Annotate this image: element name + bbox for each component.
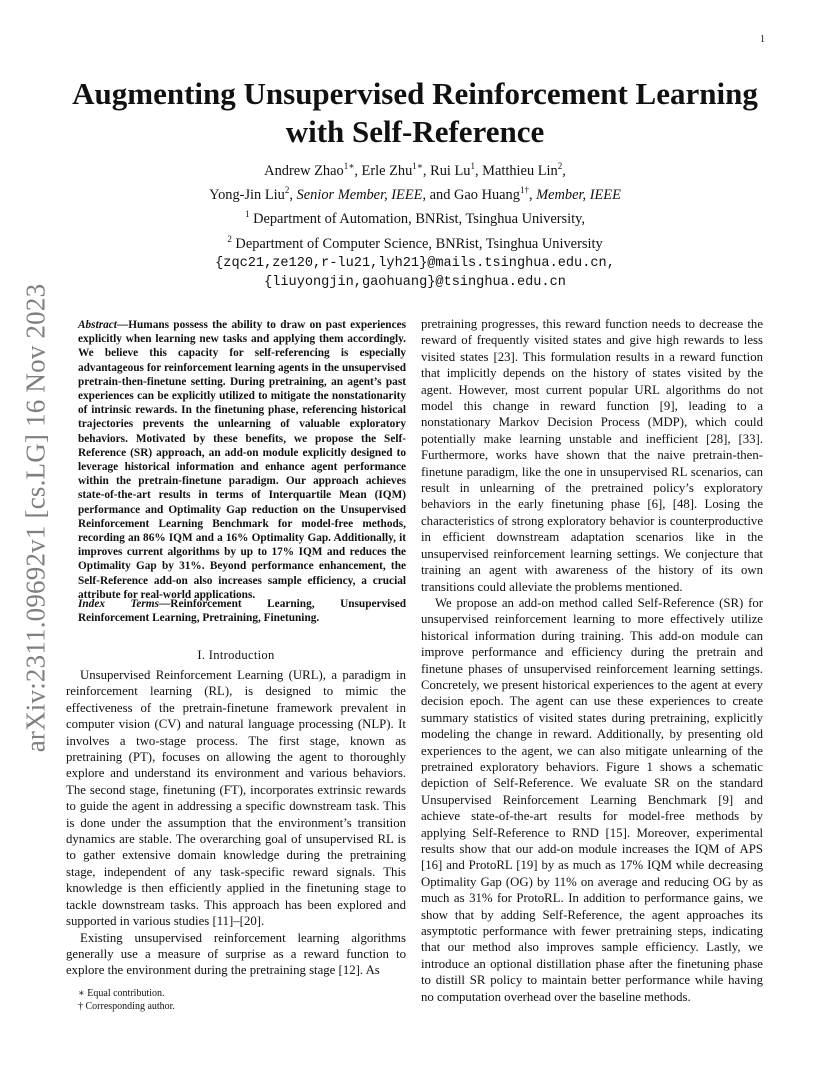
paper-title [50,75,780,151]
abstract-text: —Humans possess the ability to draw on past experiences explicitly when learning new tasks and applying them accordingly. We believe this capacity for self-referencing is especially advantageous for reinforcement learning agents in the unsupervised pretrain-then-finetune setting. During pretraining, an agent’s past experiences can be explicitly utilized to mitigate the nonstationarity of intrinsic rewards. In the finetuning phase, referencing historical trajectories prevents the unlearning of valuable exploratory behaviors. Motivated by these benefits, we propose the Self-Reference (SR) approach, an add-on module explicitly designed to leverage historical information and enhance agent performance within the pretrain-finetune paradigm. Our approach achieves state-of-the-art results in terms of Interquartile Mean (IQM) performance and Optimality Gap reduction on the Unsupervised Reinforcement Learning Benchmark for model-free methods, recording an 86% IQM and a 16% Optimality Gap. Additionally, it improves current algorithms by up to 17% IQM and reduces the Optimality Gap by 31%. Beyond performance enhancement, the Self-Reference add-on also increases sample efficiency, a crucial attribute for real-world applications. [78,319,406,601]
footnotes [78,987,406,1013]
author-role: Member, IEEE [536,187,621,203]
affiliation-mark: 1 [244,209,250,220]
affiliation-mark: 2 [557,161,563,171]
title-line-2: with Self-Reference [285,114,545,149]
author-block [120,157,710,293]
author-role: Senior Member, IEEE [296,187,423,203]
footnote: † Corresponding author. [78,1001,175,1013]
introduction-body [66,667,406,979]
paragraph: Unsupervised Reinforcement Learning (URL), a paradigm in reinforcement learning (RL), is designed to mimic the effectiveness of the pretrain-finetune framework prevalent in computer vision (CV) and natural language processing (NLP). It involves a two-stage process. The first stage, known as pretraining (PT), focuses on allowing the agent to thoroughly explore and understand its environment and various behaviors. The second stage, finetuning (FT), incorporates extrinsic rewards to guide the agent in addressing a specific downstream task. This is done under the assumption that the environment’s transition dynamics are stable. The overarching goal of unsupervised RL is to gather extensive domain knowledge during the pretraining stage, independent of any task-specific reward signals. This knowledge is then efficiently applied in the finetuning stage to tackle downstream tasks. This approach has been explored and supported in various studies [11]–[20]. [66,668,406,929]
index-terms [78,597,406,625]
abstract-label: Abstract [78,319,117,331]
abstract [78,318,406,602]
email-line-2: {liuyongjin,gaohuang}@tsinghua.edu.cn [264,275,566,291]
author-line-2: Yong-Jin Liu$^2$, Senior Member, IEEE, and Gao Huang$^{1\dagger}$, Member, IEEE [209,185,621,203]
affiliation-2 [120,230,710,254]
affiliation-mark: 1† [519,185,529,196]
author-name: , Erle Zhu [354,162,413,179]
author-name: , Rui Lu [422,162,471,179]
index-terms-label: Index Terms [78,598,159,610]
affiliation-mark: 1∗ [412,161,423,171]
paragraph: pretraining progresses, this reward function needs to decrease the reward of frequently visited states and give high rewards to less visited states [23]. This formulation results in a reward function that implicitly depends on the history of states visited by the agent. However, most current popular URL algorithms do not model this change in reward function [9], leading to a nonstationary Markov Decision Process (MDP), which could potentially make learning unstable and inefficient [28], [33]. Furthermore, works have shown that the naive pretrain-then-finetune paradigm, like the one in unsupervised RL scenarios, can result in unlearning of the pretrained policy’s exploratory behaviors in the early finetuning phase [6], [48]. Losing the characteristics of strong exploratory behavior is counterproductive in efficient downstream adaptation scenarios like in the unsupervised reinforcement learning settings. We conjecture that training an agent with awareness of the history of its own transitions could alleviate the problems mentioned. [421,317,763,594]
author-name: , and Gao Huang [422,187,520,203]
email-line-1: {zqc21,ze120,r-lu21,lyh21}@mails.tsinghua.edu.cn, [215,255,615,271]
affiliation-mark: 2 [227,233,232,244]
title-line-1: Augmenting Unsupervised Reinforcement Learning [72,76,758,111]
page-number: 1 [760,34,765,45]
right-column-body [421,316,763,1005]
affiliation-text: Department of Computer Science, BNRist, Tsinghua University [231,235,603,252]
author-name: Andrew Zhao [264,162,344,179]
affiliation-text: Department of Automation, BNRist, Tsinghua University, [249,211,586,228]
affiliation-mark: 2 [284,185,290,196]
index-terms-text: —Reinforcement Learning, Unsupervised Reinforcement Learning, Pretraining, Finetuning. [78,598,406,625]
author-line-1 [120,157,710,181]
author-name: Yong-Jin Liu [209,187,285,203]
affiliation-mark: 1 [470,161,475,171]
paragraph: We propose an add-on method called Self-Reference (SR) for unsupervised reinforcement learning to more effectively utilize historical information during training. This add-on module can improve performance and efficiency during the pretrain and finetune phases of unsupervised reinforcement learning settings. Concretely, we present historical experiences to the agent at every decision epoch. The agent can use these experiences to create summary statistics of visited states during pretraining, explicitly modeling the change in reward. Additionally, by presenting old experiences to the agent, we can also mitigate unlearning of the pretrained exploratory behaviors. Figure 1 shows a schematic depiction of Self-Reference. We evaluate SR on the standard Unsupervised Reinforcement Learning Benchmark [9] and achieve state-of-the-art results for model-free methods by applying Self-Reference to RND [15]. Moreover, experimental results show that our add-on module increases the IQM of APS [16] and ProtoRL [19] by as much as 17% IQM while decreasing Optimality Gap (OG) by 11% on average and reducing OG by as much as 31% for ProtoRL. In addition to performance gains, we show that by adding Self-Reference, the agent approaches its asymptotic performance with fewer pretraining steps, indicating that our method also improves sample efficiency. Lastly, we introduce an optional distillation phase after the finetuning phase to distill SR policy to maintain better performance while having no computation overhead over the baseline methods. [421,595,763,1004]
arxiv-identifier: arXiv:2311.09692v1 [cs.LG] 16 Nov 2023 [20,283,51,753]
author-name: , Matthieu Lin [474,162,558,179]
affiliation-mark: 1∗ [343,161,355,171]
affiliation-1 [120,205,710,229]
section-heading: I. Introduction [197,648,275,662]
paragraph: Existing unsupervised reinforcement learning algorithms generally use a measure of surprise as a reward function to explore the environment during the pretraining stage [12]. As [66,930,406,978]
author-separator: , [562,162,566,179]
footnote: ∗ Equal contribution. [78,988,165,999]
